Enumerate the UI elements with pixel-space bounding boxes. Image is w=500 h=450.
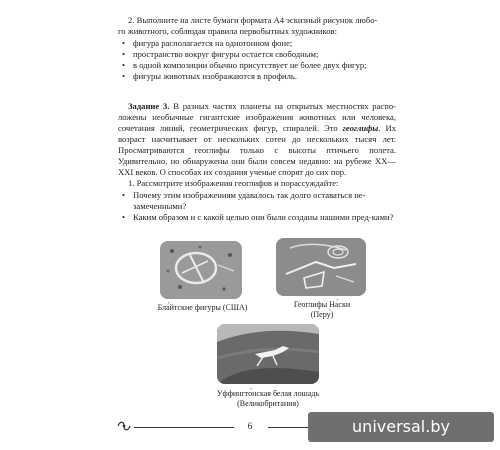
- footer-ornament-icon: [116, 419, 132, 433]
- rule-item: • в одной композиции обычно присутствует не более двух фигур;: [122, 60, 394, 71]
- question-item: • Каким образом и с какой целью они были созданы нашими пред-ками?: [122, 212, 394, 223]
- blythe-intaglios-photo: [160, 241, 242, 299]
- exercise-2-rules-list: [122, 38, 394, 82]
- question-item: • Почему этим изображениям удавалось так долго оставаться не-замеченными?: [122, 190, 394, 212]
- nazca-caption-line2: (Перу́): [310, 310, 334, 319]
- footer-rule-left: [134, 427, 234, 428]
- rule-item: • пространство вокруг фигуры остается свободным;: [122, 49, 394, 60]
- task-3-text-before: В разных частях планеты на открытых местностях распо-ложены необычные гигантские изображения животных или человека, сочетания линий, геометрических фигур, спиралей. Это: [118, 101, 396, 133]
- nazca-caption-line1: Геоглифы На́ски: [293, 300, 351, 309]
- question-1-text: 1. Рассмотрите изображения геоглифов и порассуждайте:: [128, 178, 339, 188]
- exercise-2-line2: го животного, соблюдая правила первобытных художников:: [118, 26, 338, 36]
- exercise-2-line1: 2. Выполните на листе бумаги формата А4 эскизный рисунок любо-: [128, 15, 378, 25]
- watermark-badge: universal.by: [308, 412, 494, 442]
- task-3-text-after: . Их возраст насчитывает от нескольких сотен до нескольких тысяч лет. Просматриваются геоглифы только с высоты птичьего полета. Удивительно, но обнаружены они были совсем недавно: на рубеже XX—XXI веков. О способах их создания ученые спорят до сих пор.: [118, 123, 396, 177]
- blythe-caption: Бла́йтские фигуры (США): [157, 303, 248, 312]
- uffington-horse-photo: [217, 324, 319, 384]
- blythe-intaglios-image: [160, 241, 242, 299]
- rule-item: • фигуры животных изображаются в профиль.: [122, 71, 394, 82]
- uffington-caption-line1: Уффингто́нская белая лошадь: [216, 389, 320, 398]
- uffington-caption-line2: (Великобритания): [237, 399, 299, 408]
- question-1-list: [122, 190, 394, 223]
- page-number: 6: [247, 421, 253, 431]
- nazca-lines-photo: [276, 238, 366, 296]
- term-geoglyphs: геоглифы: [342, 123, 379, 133]
- task-3-paragraph: [118, 101, 396, 178]
- nazca-lines-image: [276, 238, 366, 296]
- task-3-label: Задание 3.: [128, 101, 170, 111]
- rule-item: • фигура располагается на однотонном фоне;: [122, 38, 394, 49]
- uffington-horse-image: [217, 324, 319, 384]
- footer-rule-right: [268, 427, 308, 428]
